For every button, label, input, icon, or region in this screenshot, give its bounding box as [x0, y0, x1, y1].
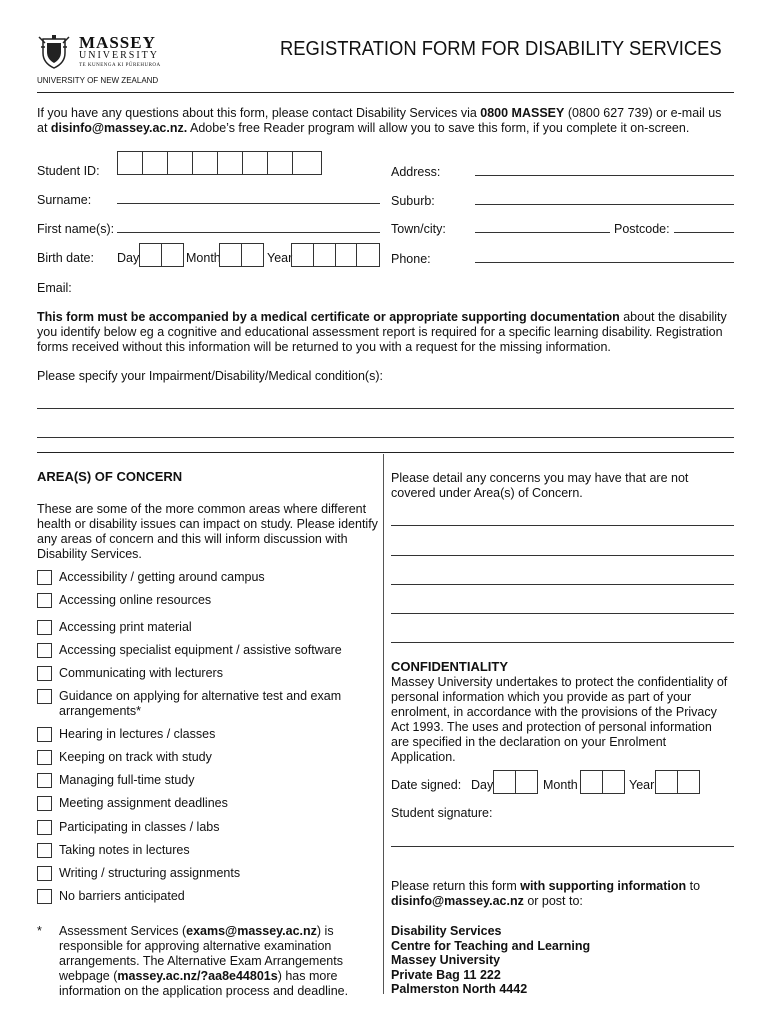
notice-text: about the disability you identify below eg a cognitive and educational assessment report is required for a specific learning disability. Registration forms received without this information will be returned to you with a request for the missing information. [37, 310, 727, 354]
address-input[interactable] [475, 175, 734, 176]
footnote-part: ) has more information on the application process and deadline. [59, 969, 349, 998]
return-text: to [686, 879, 701, 893]
concern-label: Meeting assignment deadlines [59, 796, 228, 810]
intro-line-1 [37, 106, 721, 121]
impairment-input-line-1[interactable] [37, 408, 734, 409]
suburb-label: Suburb: [391, 194, 435, 208]
birth-date-label: Birth date: [37, 251, 94, 265]
concerns-intro: These are some of the more common areas where different health or disability issues can impact on study. Please identify any areas of concern and this will inform discussion with Disability Services. [37, 502, 378, 561]
concern-label: Writing / structuring assignments [59, 866, 241, 880]
birth-year-label: Year [267, 251, 293, 265]
concern-checkbox[interactable] [37, 843, 52, 858]
concern-label: Participating in classes / labs [59, 820, 220, 834]
concern-checkbox[interactable] [37, 750, 52, 765]
concern-checkbox[interactable] [37, 866, 52, 881]
impairment-input-line-2[interactable] [37, 437, 734, 438]
postcode-input[interactable] [674, 232, 734, 233]
return-text: Please return this form [391, 879, 521, 893]
concern-label: No barriers anticipated [59, 889, 185, 903]
concern-label: Hearing in lectures / classes [59, 727, 216, 741]
crest-icon [37, 33, 71, 69]
concern-label: Accessing specialist equipment / assistive software [59, 643, 342, 657]
phone-input[interactable] [475, 262, 734, 263]
signed-year-input[interactable] [655, 770, 700, 794]
town-city-input[interactable] [475, 232, 610, 233]
concern-checkbox[interactable] [37, 889, 52, 904]
concerns-heading: AREA(S) OF CONCERN [37, 469, 183, 484]
phone-number: 0800 MASSEY [480, 106, 565, 120]
concern-checkbox[interactable] [37, 820, 52, 835]
concern-label: Taking notes in lectures [59, 843, 190, 857]
birth-day-input[interactable] [139, 243, 184, 267]
concern-checkbox[interactable] [37, 643, 52, 658]
documentation-notice [37, 310, 737, 355]
birth-month-label: Month [186, 251, 221, 265]
logo-sub: UNIVERSITY [79, 50, 159, 61]
confidentiality-text: Massey University undertakes to protect the confidentiality of personal information which you provide as part of your enrolment, in accordance with the provisions of the Privacy Act 1993. The uses and protection of personal information are specified in the declaration on your Enrolment Application. [391, 675, 728, 764]
column-divider [383, 454, 384, 994]
other-concerns-prompt: Please detail any concerns you may have that are not covered under Area(s) of Concern. [391, 471, 689, 500]
postcode-label: Postcode: [614, 222, 670, 236]
first-names-label: First name(s): [37, 222, 115, 236]
student-id-input[interactable] [117, 151, 322, 175]
section-divider [37, 452, 734, 453]
signed-day-input[interactable] [493, 770, 538, 794]
concern-label: Accessibility / getting around campus [59, 570, 265, 584]
footnote-part: ) is responsible for approving alternative examination arrangements. The Alternative Exam Arrangements webpage ( [59, 924, 343, 983]
signed-month-input[interactable] [580, 770, 625, 794]
logo-motto: TE KUNENGA KI PŪREHUROA [79, 63, 161, 68]
return-bold: with supporting information [520, 879, 687, 893]
concern-label: Keeping on track with study [59, 750, 212, 764]
concern-label: Accessing online resources [59, 593, 212, 607]
return-instructions-2 [391, 894, 583, 909]
intro-text: at [37, 121, 51, 135]
footnote-star: * [37, 924, 42, 938]
return-email[interactable]: disinfo@massey.ac.nz [391, 894, 524, 908]
confidentiality-heading: CONFIDENTIALITY [391, 659, 508, 674]
address-line-4: Private Bag 11 222 [391, 967, 501, 982]
intro-text: If you have any questions about this form, please contact Disability Services via [37, 106, 481, 120]
town-city-label: Town/city: [391, 222, 446, 236]
massey-logo [37, 33, 167, 85]
page-title: REGISTRATION FORM FOR DISABILITY SERVICES [280, 38, 722, 60]
concern-checkbox[interactable] [37, 593, 52, 608]
exams-email[interactable]: exams@massey.ac.nz [186, 924, 317, 938]
surname-input[interactable] [117, 203, 380, 204]
email-label: Email: [37, 281, 72, 295]
address-label: Address: [391, 165, 441, 179]
signature-label: Student signature: [391, 806, 493, 820]
postal-address [391, 924, 590, 997]
other-concerns-line-2[interactable] [391, 555, 734, 556]
notice-bold: This form must be accompanied by a medical certificate or appropriate supporting documentation [37, 310, 620, 324]
concern-checkbox[interactable] [37, 796, 52, 811]
date-signed-label: Date signed: [391, 778, 462, 792]
intro-text: Adobe’s free Reader program will allow you to save this form, if you complete it on-screen. [187, 121, 690, 135]
other-concerns-line-3[interactable] [391, 584, 734, 585]
concern-checkbox[interactable] [37, 727, 52, 742]
signature-input[interactable] [391, 846, 734, 847]
first-names-input[interactable] [117, 232, 380, 233]
intro-line-2 [37, 121, 689, 136]
logo-name: MASSEY [79, 33, 156, 52]
signed-day-label: Day [471, 778, 494, 792]
address-line-2: Centre for Teaching and Learning [391, 938, 591, 953]
concern-checkbox[interactable] [37, 689, 52, 704]
address-line-5: Palmerston North 4442 [391, 982, 528, 996]
concern-label: Communicating with lecturers [59, 666, 223, 680]
footnote-text [59, 924, 377, 999]
return-text: or post to: [523, 894, 583, 908]
suburb-input[interactable] [475, 204, 734, 205]
address-line-3: Massey University [391, 953, 501, 967]
concern-label: Managing full-time study [59, 773, 195, 787]
contact-email[interactable]: disinfo@massey.ac.nz. [50, 121, 188, 135]
surname-label: Surname: [37, 193, 92, 207]
concern-checkbox[interactable] [37, 666, 52, 681]
phone-label: Phone: [391, 252, 431, 266]
birth-month-input[interactable] [219, 243, 264, 267]
logo-country: UNIVERSITY OF NEW ZEALAND [37, 76, 159, 85]
student-id-label: Student ID: [37, 164, 100, 178]
address-line-1: Disability Services [391, 924, 502, 938]
birth-year-input[interactable] [291, 243, 380, 267]
signed-year-label: Year [629, 778, 655, 792]
birth-day-label: Day [117, 251, 140, 265]
footnote-part: Assessment Services ( [59, 924, 187, 938]
concern-label: Accessing print material [59, 620, 192, 634]
exam-arrangements-link[interactable]: massey.ac.nz/?aa8e44801s [117, 969, 278, 983]
concern-checkbox[interactable] [37, 570, 52, 585]
signed-month-label: Month [543, 778, 578, 792]
return-instructions-1 [391, 879, 700, 894]
other-concerns-line-1[interactable] [391, 525, 734, 526]
concern-label: Guidance on applying for alternative test and exam arrangements* [59, 689, 342, 718]
concern-checkbox[interactable] [37, 773, 52, 788]
other-concerns-line-4[interactable] [391, 613, 734, 614]
other-concerns-line-5[interactable] [391, 642, 734, 643]
intro-text: (0800 627 739) or e-mail us [564, 106, 722, 120]
impairment-prompt: Please specify your Impairment/Disability/Medical condition(s): [37, 369, 383, 383]
header-rule [37, 92, 734, 93]
concern-checkbox[interactable] [37, 620, 52, 635]
